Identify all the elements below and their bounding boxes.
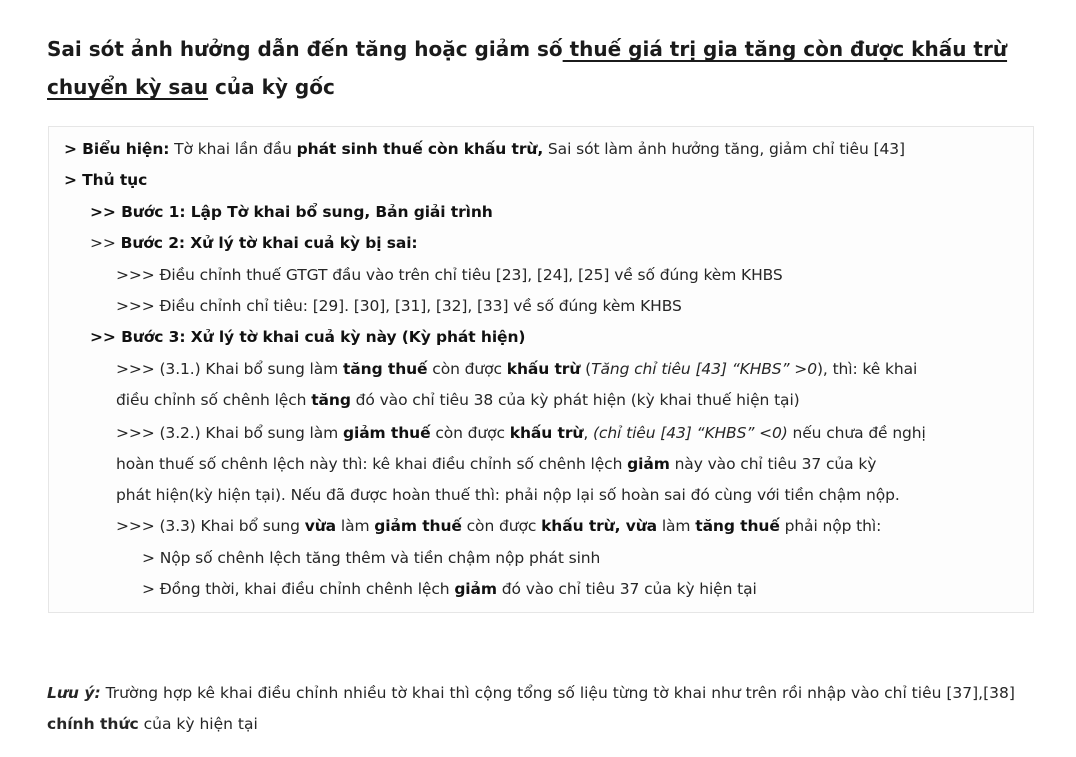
buoc-2-label: Bước 2: Xử lý tờ khai cuả kỳ bị sai: — [120, 234, 418, 252]
bieu-hien-label: > Biểu hiện: — [64, 140, 170, 158]
bold-text: vừa — [304, 517, 337, 535]
section-title — [47, 30, 1037, 106]
note-paragraph — [47, 678, 1037, 740]
title-part3: của kỳ gốc — [208, 75, 335, 99]
thu-tuc-label: > Thủ tục — [64, 171, 148, 189]
step-3-1-line-1 — [116, 354, 917, 385]
bieu-hien-text-2: Sai sót làm ảnh hưởng tăng, giảm chỉ tiêu [43] — [543, 140, 905, 158]
bold-text: tăng thuế — [695, 517, 780, 535]
text: nếu chưa đề nghị — [787, 424, 926, 442]
text: >>> (3.3) Khai bổ sung — [116, 517, 305, 535]
text: đó vào chỉ tiêu 38 của kỳ phát hiện (kỳ khai thuế hiện tại) — [350, 391, 800, 409]
bold-text: giảm — [627, 455, 670, 473]
note-label: Lưu ý: — [47, 684, 101, 702]
note-bold: chính thức — [47, 715, 139, 733]
buoc-3-line — [90, 322, 525, 353]
bold-text: tăng — [311, 391, 351, 409]
buoc-1-line — [90, 197, 493, 228]
title-part1: Sai sót ảnh hưởng dẫn đến tăng hoặc giảm số — [47, 37, 563, 61]
step-3-2-line-3: phát hiện(kỳ hiện tại). Nếu đã được hoàn thuế thì: phải nộp lại số hoàn sai đó cùng với tiền chậm nộp. — [116, 486, 900, 504]
text: đó vào chỉ tiêu 37 của kỳ hiện tại — [496, 580, 757, 598]
step-3-1-line-2 — [116, 385, 800, 416]
thu-tuc-heading — [64, 165, 147, 196]
buoc-2-prefix: >> — [90, 234, 121, 252]
text: làm — [336, 517, 375, 535]
note-text-2: của kỳ hiện tại — [138, 715, 258, 733]
bold-text: khấu trừ, vừa — [541, 517, 657, 535]
buoc-2-item: >>> Điều chỉnh thuế GTGT đầu vào trên chỉ tiêu [23], [24], [25] về số đúng kèm KHBS — [116, 266, 783, 284]
bold-text: tăng thuế — [342, 360, 428, 378]
text: hoàn thuế số chênh lệch này thì: kê khai điều chỉnh số chênh lệch — [116, 455, 628, 473]
text: >>> (3.1.) Khai bổ sung làm — [116, 360, 343, 378]
text: làm — [657, 517, 696, 535]
buoc-2-line — [90, 228, 418, 259]
text: ), thì: kê khai — [816, 360, 918, 378]
text: còn được — [430, 424, 510, 442]
title-underlined-part: thuế giá trị gia tăng còn được khấu trừ chuyển kỳ sau — [47, 37, 1008, 99]
text: >>> (3.2.) Khai bổ sung làm — [116, 424, 343, 442]
step-3-3-item — [142, 574, 757, 605]
bold-text: giảm — [454, 580, 497, 598]
text: còn được — [461, 517, 542, 535]
text: này vào chỉ tiêu 37 của kỳ — [669, 455, 877, 473]
bieu-hien-bold: phát sinh thuế còn khấu trừ, — [296, 140, 544, 158]
text: > Đồng thời, khai điều chỉnh chênh lệch — [142, 580, 455, 598]
bold-text: khấu trừ — [509, 424, 584, 442]
note-text: Trường hợp kê khai điều chỉnh nhiều tờ khai thì cộng tổng số liệu từng tờ khai như trên rồi nhập vào chỉ tiêu [37],[38] — [100, 684, 1015, 702]
step-3-2-line-1 — [116, 418, 926, 449]
text: ( — [580, 360, 592, 378]
bieu-hien-text: Tờ khai lần đầu — [169, 140, 297, 158]
italic-text: (chỉ tiêu [43] “KHBS” <0) — [592, 424, 788, 442]
buoc-2-item: >>> Điều chỉnh chỉ tiêu: [29]. [30], [31], [32], [33] về số đúng kèm KHBS — [116, 297, 682, 315]
bieu-hien-line — [64, 134, 905, 165]
italic-text: Tăng chỉ tiêu [43] “KHBS” >0 — [591, 360, 817, 378]
step-3-2-line-2 — [116, 449, 876, 480]
bold-text: giảm thuế — [374, 517, 462, 535]
text: điều chỉnh số chênh lệch — [116, 391, 312, 409]
step-3-3-item: > Nộp số chênh lệch tăng thêm và tiền chậm nộp phát sinh — [142, 549, 601, 567]
bold-text: khấu trừ — [506, 360, 581, 378]
step-3-3-line — [116, 511, 881, 542]
text: còn được — [427, 360, 507, 378]
buoc-1-label: >> Bước 1: Lập Tờ khai bổ sung, Bản giải trình — [90, 203, 493, 221]
bold-text: giảm thuế — [342, 424, 431, 442]
text: phải nộp thì: — [779, 517, 882, 535]
text: , — [583, 424, 593, 442]
buoc-3-label: >> Bước 3: Xử lý tờ khai cuả kỳ này (Kỳ phát hiện) — [90, 328, 526, 346]
